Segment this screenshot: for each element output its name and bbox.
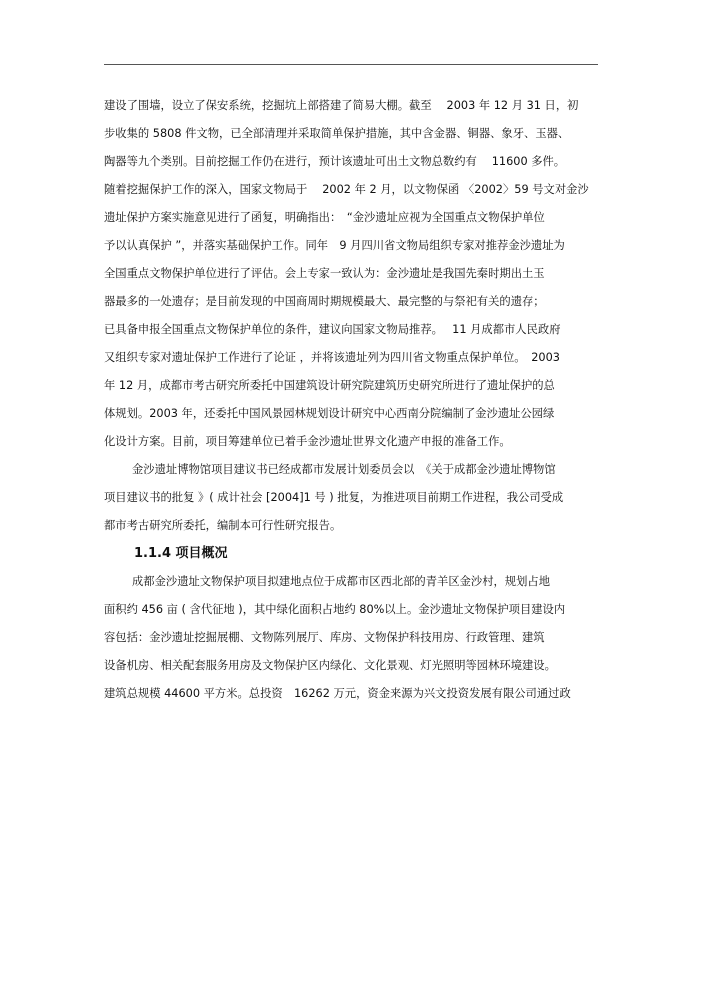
text-line: 已具备申报全国重点文物保护单位的条件，建议向国家文物局推荐。 11 月成都市人民政府	[104, 323, 561, 336]
text-line: 体规划。2003 年，还委托中国风景园林规划设计研究中心西南分院编制了金沙遗址公园绿	[104, 407, 555, 420]
paragraph-3	[104, 568, 604, 708]
text-line: 化设计方案。目前，项目筹建单位已着手金沙遗址世界文化遗产申报的准备工作。	[104, 435, 511, 448]
text-line: 遗址保护方案实施意见进行了函复，明确指出： “金沙遗址应视为全国重点文物保护单位	[104, 211, 545, 224]
paragraph-1	[104, 92, 604, 456]
text-line: 步收集的 5808 件文物，已全部清理并采取简单保护措施，其中含金器、铜器、象牙、玉器、	[104, 127, 570, 140]
text-line: 又组织专家对遗址保护工作进行了论证 ，并将该遗址列为四川省文物重点保护单位。 2003	[104, 351, 560, 364]
text-line: 成都金沙遗址文物保护项目拟建地点位于成都市区西北部的青羊区金沙村，规划占地	[132, 575, 550, 588]
section-heading: 1.1.4 项目概况	[134, 546, 228, 561]
text-line: 陶器等九个类别。目前挖掘工作仍在进行，预计该遗址可出土文物总数约有 11600 多件。	[104, 155, 566, 168]
text-line: 都市考古研究所委托，编制本可行性研究报告。	[104, 519, 342, 532]
text-line: 项目建议书的批复 》( 成计社会 [2004]1 号 ) 批复，为推进项目前期工作进程，我公司受成	[104, 491, 564, 504]
text-line: 建筑总规模 44600 平方米。总投资 16262 万元，资金来源为兴文投资发展有限公司通过政	[104, 687, 571, 700]
text-line: 年 12 月，成都市考古研究所委托中国建筑设计研究院建筑历史研究所进行了遗址保护的总	[104, 379, 555, 392]
text-line: 予以认真保护 ”，并落实基础保护工作。同年 9 月四川省文物局组织专家对推荐金沙遗址为	[104, 239, 565, 252]
text-line: 容包括：金沙遗址挖掘展棚、文物陈列展厅、库房、文物保护科技用房、行政管理、建筑	[104, 631, 545, 644]
paragraph-2	[104, 456, 604, 540]
text-line: 全国重点文物保护单位进行了评估。会上专家一致认为：金沙遗址是我国先秦时期出土玉	[104, 267, 545, 280]
text-line: 金沙遗址博物馆项目建议书已经成都市发展计划委员会以 《关于成都金沙遗址博物馆	[132, 463, 556, 476]
header-rule	[104, 64, 598, 65]
text-line: 面积约 456 亩 ( 含代征地 )，其中绿化面积占地约 80%以上。金沙遗址文物保护项目建设内	[104, 603, 566, 616]
document-body	[104, 92, 604, 708]
text-line: 器最多的一处遗存；是目前发现的中国商周时期规模最大、最完整的与祭祀有关的遗存；	[104, 295, 545, 308]
text-line: 随着挖掘保护工作的深入，国家文物局于 2002 年 2 月，以文物保函 〈2002〉59 号文对金沙	[104, 183, 589, 196]
text-line: 设备机房、相关配套服务用房及文物保护区内绿化、文化景观、灯光照明等园林环境建设。	[104, 659, 556, 672]
text-line: 建设了围墙，设立了保安系统，挖掘坑上部搭建了简易大棚。截至 2003 年 12 月 31 日，初	[104, 99, 579, 112]
